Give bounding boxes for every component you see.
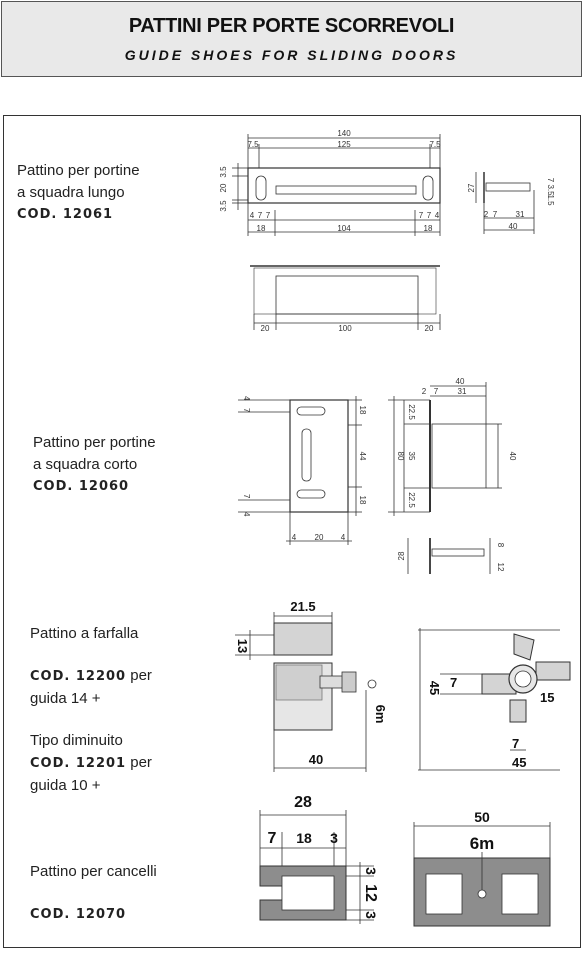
header-title-english: GUIDE SHOES FOR SLIDING DOORS xyxy=(124,47,459,63)
dim-12200-r-bot: 45 xyxy=(512,755,527,770)
dim-12060-s-a: 2 xyxy=(421,387,427,396)
dim-12060-s-total: 40 xyxy=(455,377,465,386)
dim-12070-c: 3 xyxy=(330,830,338,846)
section-12201-code: COD. 12201 xyxy=(30,756,127,771)
dim-12060-f-r1: 8 xyxy=(496,542,505,548)
section-12200-code-suffix: per xyxy=(130,667,152,684)
dim-12070-r2: 12 xyxy=(362,884,379,902)
dim-12061-side-r2: 3.5 xyxy=(546,184,555,196)
dim-12070-a: 7 xyxy=(267,830,277,847)
section-12060-code: COD. 12060 xyxy=(33,479,130,494)
drawing-12060-side-labels xyxy=(396,377,517,508)
dim-12061-b3: 7 xyxy=(265,211,271,220)
dim-12061-total: 140 xyxy=(337,129,351,138)
section-12200-code: COD. 12200 xyxy=(30,669,127,684)
section-12061-desc2: a squadra lungo xyxy=(17,184,125,201)
dim-12061-b4: 7 xyxy=(418,211,424,220)
dim-12070-total: 28 xyxy=(294,794,312,811)
dim-12061-side-a: 2 xyxy=(483,210,489,219)
dim-12200-screw: 6m xyxy=(373,704,388,724)
dim-12061-b2: 7 xyxy=(257,211,263,220)
section-12200-desc: Pattino a farfalla xyxy=(30,625,139,642)
section-12061-code: COD. 12061 xyxy=(17,207,114,222)
dim-12061-h3: 3.5 xyxy=(219,200,228,212)
dim-12061-side-r1: 7 xyxy=(546,177,555,183)
drawing-12061-side xyxy=(476,172,534,234)
drawing-12061-front xyxy=(232,134,440,236)
dim-12061-b6: 4 xyxy=(434,211,440,220)
dim-12061-h1: 3.5 xyxy=(219,166,228,178)
dim-12061-top-right: 20 xyxy=(424,324,434,333)
dim-12061-side-total: 40 xyxy=(508,222,518,231)
dim-12061-bot-right: 18 xyxy=(423,224,433,233)
dim-12061-bot-mid: 104 xyxy=(337,224,351,233)
dim-12060-s-b: 7 xyxy=(433,387,439,396)
dim-12061-b5: 7 xyxy=(426,211,432,220)
dim-12061-right: 7.5 xyxy=(429,140,441,149)
drawing-12070-side xyxy=(260,810,374,924)
dim-12070-plate-w: 50 xyxy=(474,809,490,825)
section-12060-desc2: a squadra corto xyxy=(33,456,138,473)
drawing-12060-foot-labels xyxy=(397,543,505,572)
dim-12060-b1: 4 xyxy=(291,533,297,542)
drawing-12060-foot xyxy=(408,538,490,574)
dim-12060-v1: 18 xyxy=(358,405,367,415)
dim-12200-top: 21.5 xyxy=(290,599,316,614)
dim-12060-l2: 7 xyxy=(242,408,251,413)
section-12070-code: COD. 12070 xyxy=(30,907,127,922)
section-12070-desc: Pattino per cancelli xyxy=(30,863,157,880)
dim-12060-s2: 35 xyxy=(407,451,416,461)
dim-12060-f-r2: 12 xyxy=(496,562,505,572)
drawing-12060-side xyxy=(388,382,502,516)
dim-12061-h2: 20 xyxy=(219,183,228,193)
drawing-12061-side-labels xyxy=(467,178,555,231)
dim-12060-s3: 22.5 xyxy=(407,492,416,508)
header-title-italian: PATTINI PER PORTE SCORREVOLI xyxy=(128,15,455,37)
dim-12200-r-slot: 7 xyxy=(450,675,458,690)
drawing-12060-front xyxy=(238,396,362,545)
dim-12061-mid: 125 xyxy=(337,140,351,149)
dim-12060-s-c: 31 xyxy=(457,387,467,396)
dim-12200-r-small: 7 xyxy=(512,736,520,751)
section-12201-code-suffix: per xyxy=(130,754,152,771)
dim-12060-b2: 20 xyxy=(314,533,324,542)
dim-12070-plate-screw: 6m xyxy=(469,834,495,853)
dim-12200-left: 13 xyxy=(235,638,250,654)
dim-12061-b1: 4 xyxy=(249,211,255,220)
dim-12060-f-h: 28 xyxy=(397,551,406,561)
dim-12061-side-r3: 1.5 xyxy=(546,194,555,206)
dim-12070-r1: 3 xyxy=(363,867,379,875)
dim-12070-r3: 3 xyxy=(363,911,379,919)
dim-12060-l4: 4 xyxy=(242,512,251,517)
dim-12061-top-mid: 100 xyxy=(338,324,352,333)
dim-12060-v-total: 80 xyxy=(396,451,405,461)
dim-12061-bot-left: 18 xyxy=(256,224,266,233)
section-12200-guide: guida 14 + xyxy=(30,690,101,707)
dim-12060-v3: 18 xyxy=(358,495,367,505)
drawing-12061-top-labels xyxy=(261,324,434,333)
dim-12061-side-b: 7 xyxy=(492,210,498,219)
dim-12060-s-right: 40 xyxy=(508,451,517,461)
dim-12060-l3: 7 xyxy=(242,494,251,499)
dim-12061-top-left: 20 xyxy=(260,324,270,333)
drawing-12200-side xyxy=(235,612,376,772)
section-12061-desc1: Pattino per portine xyxy=(17,162,140,179)
section-12060-desc1: Pattino per portine xyxy=(33,434,156,451)
dim-12061-side-c: 31 xyxy=(515,210,525,219)
dim-12060-b3: 4 xyxy=(340,533,346,542)
section-12201-label: Tipo diminuito xyxy=(30,732,123,749)
dim-12060-l1: 4 xyxy=(242,396,251,401)
dim-12200-bottom: 40 xyxy=(308,752,324,767)
dim-12200-r-dia: 15 xyxy=(540,690,555,705)
drawing-12061-top xyxy=(250,266,440,330)
dim-12061-left: 7.5 xyxy=(247,140,259,149)
drawing-12061-front-labels xyxy=(219,129,441,233)
dim-12070-b: 18 xyxy=(296,830,312,846)
drawing-12070-plate-labels xyxy=(470,809,495,853)
dim-12061-side-h: 27 xyxy=(467,183,476,193)
dim-12200-r-h: 45 xyxy=(427,680,442,696)
section-12201-guide: guida 10 + xyxy=(30,777,101,794)
dim-12060-v2: 44 xyxy=(358,451,367,461)
dim-12060-s1: 22.5 xyxy=(407,404,416,420)
